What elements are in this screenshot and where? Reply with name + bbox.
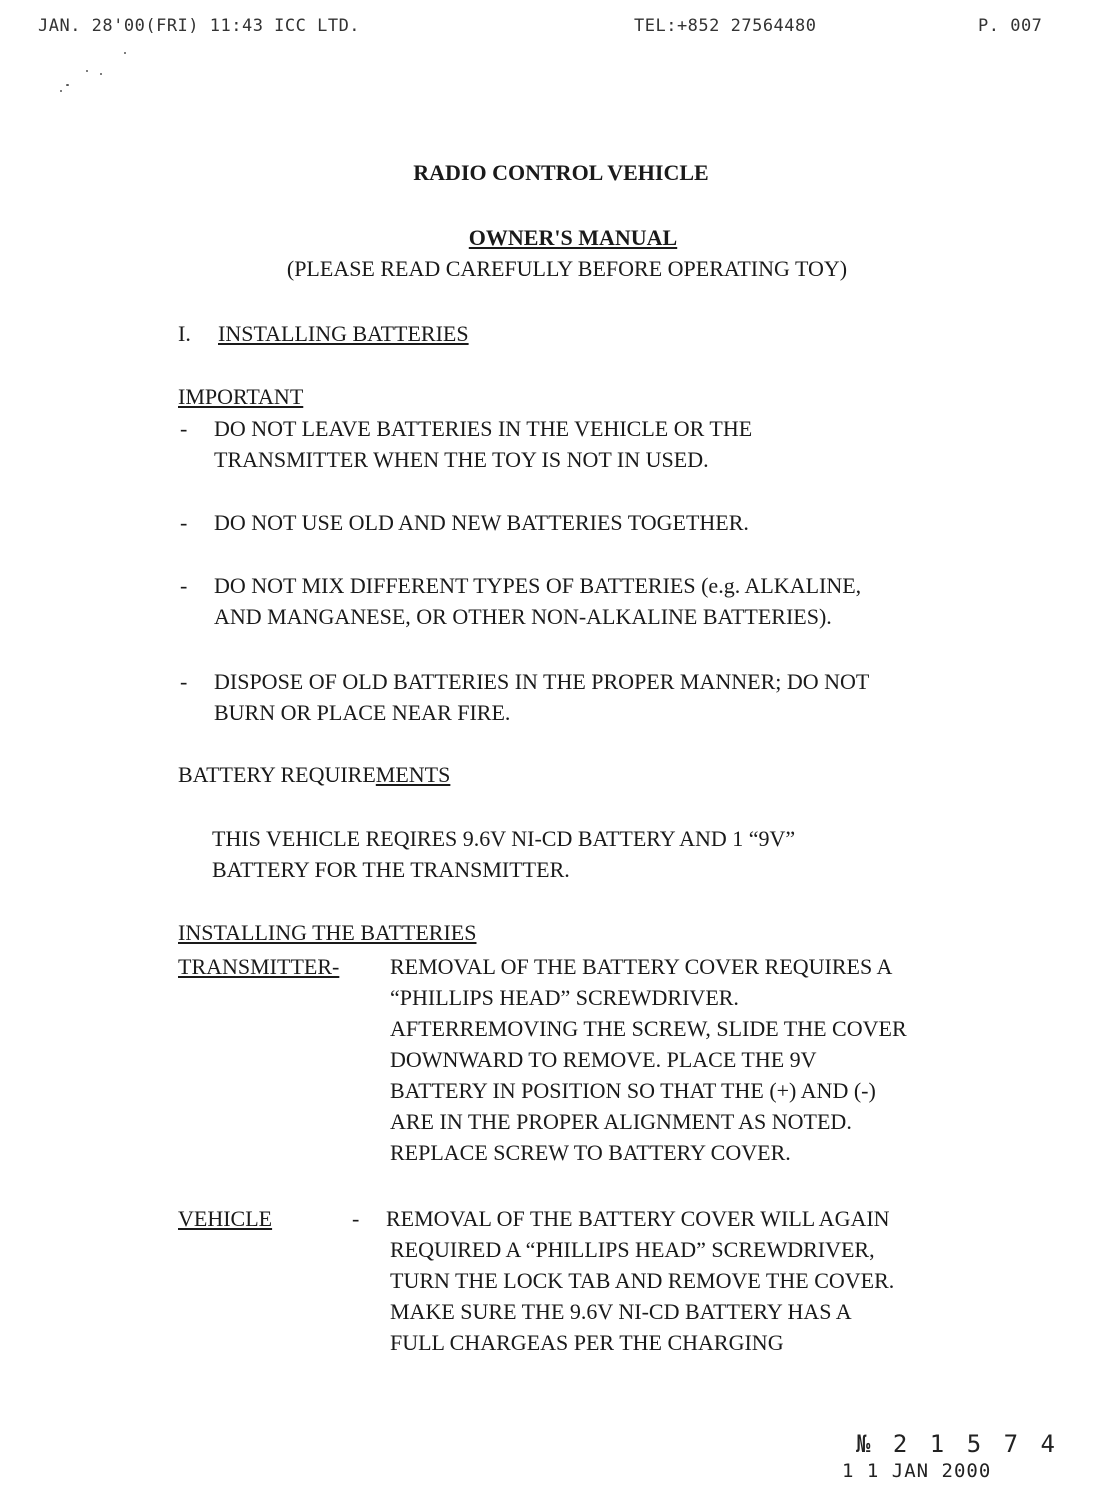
fax-header-page: P. 007 bbox=[978, 16, 1043, 36]
battery-requirements-heading bbox=[178, 759, 450, 790]
vehicle-instructions bbox=[386, 1203, 894, 1358]
section-heading: INSTALLING BATTERIES bbox=[218, 321, 469, 346]
item-line: DO NOT USE OLD AND NEW BATTERIES TOGETHER. bbox=[214, 510, 749, 535]
important-item-1 bbox=[214, 413, 752, 475]
fax-header-left: JAN. 28'00(FRI) 11:43 ICC LTD. bbox=[38, 16, 361, 36]
vehicle-label: VEHICLE bbox=[178, 1206, 273, 1231]
received-stamp-date: 1 1 JAN 2000 bbox=[842, 1460, 992, 1482]
bullet-dash: - bbox=[180, 510, 188, 535]
item-line: DISPOSE OF OLD BATTERIES IN THE PROPER MANNER; DO NOT bbox=[214, 669, 870, 694]
instruction-line: REMOVAL OF THE BATTERY COVER REQUIRES A bbox=[390, 954, 893, 979]
item-line: DO NOT LEAVE BATTERIES IN THE VEHICLE OR THE bbox=[214, 416, 753, 441]
instruction-line: REQUIRED A “PHILLIPS HEAD” SCREWDRIVER, bbox=[390, 1237, 875, 1262]
instruction-line: DOWNWARD TO REMOVE. PLACE THE 9V bbox=[390, 1047, 817, 1072]
instruction-line: MAKE SURE THE 9.6V NI-CD BATTERY HAS A bbox=[390, 1299, 852, 1324]
instruction-line: REMOVAL OF THE BATTERY COVER WILL AGAIN bbox=[386, 1206, 890, 1231]
document-title: RADIO CONTROL VEHICLE bbox=[413, 160, 709, 185]
instruction-line: REPLACE SCREW TO BATTERY COVER. bbox=[390, 1140, 791, 1165]
instruction-line: “PHILLIPS HEAD” SCREWDRIVER. bbox=[390, 985, 739, 1010]
read-carefully-note: (PLEASE READ CAREFULLY BEFORE OPERATING TOY) bbox=[286, 256, 848, 281]
instruction-line: AFTERREMOVING THE SCREW, SLIDE THE COVER bbox=[390, 1016, 907, 1041]
item-line: TRANSMITTER WHEN THE TOY IS NOT IN USED. bbox=[214, 447, 709, 472]
important-item-4 bbox=[214, 666, 869, 728]
vehicle-dash: - bbox=[352, 1206, 360, 1231]
instruction-line: BATTERY IN POSITION SO THAT THE (+) AND (-) bbox=[390, 1078, 876, 1103]
section-number: I. bbox=[178, 321, 191, 346]
requirements-line: THIS VEHICLE REQIRES 9.6V NI-CD BATTERY AND 1 “9V” bbox=[212, 826, 796, 851]
bullet-dash: - bbox=[180, 669, 188, 694]
bullet-dash: - bbox=[180, 573, 188, 598]
requirements-line: BATTERY FOR THE TRANSMITTER. bbox=[212, 857, 570, 882]
item-line: AND MANGANESE, OR OTHER NON-ALKALINE BATTERIES). bbox=[214, 604, 832, 629]
heading-underlined-part: MENTS bbox=[375, 762, 451, 787]
battery-requirements-text bbox=[212, 823, 795, 885]
installing-heading: INSTALLING THE BATTERIES bbox=[178, 920, 477, 945]
important-heading: IMPORTANT bbox=[178, 384, 304, 409]
received-stamp-number: № 2 1 5 7 4 bbox=[856, 1430, 1059, 1458]
bullet-dash: - bbox=[180, 416, 188, 441]
item-line: BURN OR PLACE NEAR FIRE. bbox=[214, 700, 511, 725]
instruction-line: ARE IN THE PROPER ALIGNMENT AS NOTED. bbox=[390, 1109, 852, 1134]
document-subtitle bbox=[0, 225, 1114, 251]
heading-plain-part: BATTERY REQUIRE bbox=[178, 762, 376, 787]
important-item-2 bbox=[214, 507, 749, 538]
item-line: DO NOT MIX DIFFERENT TYPES OF BATTERIES (e.g. ALKALINE, bbox=[214, 573, 862, 598]
instruction-line: TURN THE LOCK TAB AND REMOVE THE COVER. bbox=[390, 1268, 895, 1293]
instruction-line: FULL CHARGEAS PER THE CHARGING bbox=[390, 1330, 784, 1355]
transmitter-instructions bbox=[390, 951, 907, 1168]
subtitle-text: OWNER'S MANUAL bbox=[468, 225, 678, 250]
transmitter-label: TRANSMITTER- bbox=[178, 954, 340, 979]
fax-header-tel: TEL:+852 27564480 bbox=[634, 16, 817, 36]
important-item-3 bbox=[214, 570, 861, 632]
